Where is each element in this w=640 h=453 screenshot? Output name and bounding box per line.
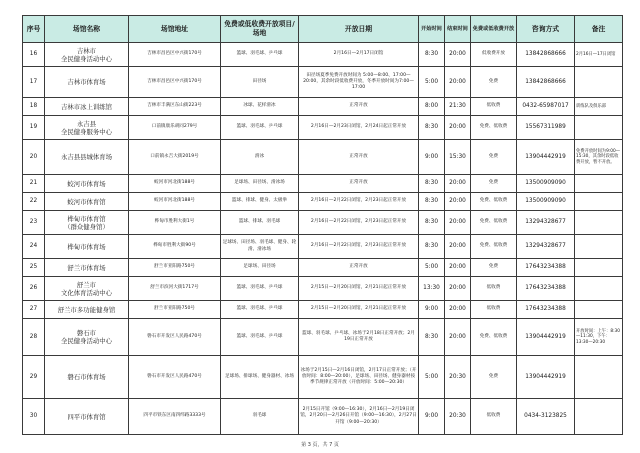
row-no: 18	[23, 98, 45, 116]
open-date: 2月16日—2月22日闭馆，2月23日起正常开放	[299, 211, 419, 235]
table-body	[23, 43, 623, 435]
row-no: 24	[23, 235, 45, 259]
venue-address: 舒兰市亚阳路750号	[129, 301, 221, 319]
table-row	[23, 319, 623, 356]
phone: 15567311989	[517, 116, 575, 140]
start-time: 8:30	[419, 193, 445, 211]
fee-type: 低收费	[471, 98, 517, 116]
end-time: 20:00	[445, 277, 471, 301]
venue-items: 羽毛球	[221, 399, 299, 435]
phone: 13904442919	[517, 356, 575, 399]
venue-items: 足球场、田径场、羽毛球、健身、轮滑、滑冰场	[221, 235, 299, 259]
header-name: 场馆名称	[45, 16, 129, 43]
fee-type: 免费、低收费	[471, 193, 517, 211]
fee-type: 免费、低收费	[471, 235, 517, 259]
start-time: 8:30	[419, 211, 445, 235]
start-time: 5:00	[419, 356, 445, 399]
venue-items: 冰球、花样滑冰	[221, 98, 299, 116]
table-row	[23, 399, 623, 435]
table-row	[23, 43, 623, 67]
open-date: 篮球、羽毛球、乒乓球、冰场于2月18日正常开放；2月19日正常开放	[299, 319, 419, 356]
start-time: 13:30	[419, 277, 445, 301]
start-time: 8:30	[419, 235, 445, 259]
note	[575, 67, 623, 98]
row-no: 17	[23, 67, 45, 98]
row-no: 25	[23, 259, 45, 277]
end-time: 20:00	[445, 193, 471, 211]
note	[575, 356, 623, 399]
phone: 13500909090	[517, 175, 575, 193]
venue-address: 吉林市丰满区东山街223号	[129, 98, 221, 116]
row-no: 28	[23, 319, 45, 356]
phone: 17643234388	[517, 259, 575, 277]
fee-type: 低收费开放	[471, 43, 517, 67]
venue-address: 口前镇永吉大街2019号	[129, 140, 221, 175]
header-no: 序号	[23, 16, 45, 43]
note	[575, 175, 623, 193]
venue-address: 蛟河市河北街188号	[129, 193, 221, 211]
open-date: 2月16日—2月17日闭馆	[299, 43, 419, 67]
note	[575, 259, 623, 277]
venue-name: 舒兰市 文化体育活动中心	[45, 277, 129, 301]
start-time: 9:00	[419, 399, 445, 435]
table-row	[23, 193, 623, 211]
row-no: 16	[23, 43, 45, 67]
fee-type: 免费	[471, 67, 517, 98]
start-time: 8:30	[419, 116, 445, 140]
start-time: 9:00	[419, 301, 445, 319]
venue-address: 四平市铁东区南四纬路3333号	[129, 399, 221, 435]
phone: 13294328677	[517, 211, 575, 235]
venue-items: 篮球、羽毛球、乒乓球	[221, 319, 299, 356]
venue-name: 吉林市 全民健身活动中心	[45, 43, 129, 67]
open-date: 正常开放	[299, 259, 419, 277]
fee-type: 低收费	[471, 277, 517, 301]
start-time: 9:00	[419, 140, 445, 175]
end-time: 20:00	[445, 259, 471, 277]
open-date: 冰场于2月15日—2月16日闭馆，2月17日正常开放；（开放时间：8:00—20:00），足球场、田径场、健身器材按季节规律正常开放（开放时间：5:00—20:30）	[299, 356, 419, 399]
table-row	[23, 277, 623, 301]
fee-type: 免费	[471, 259, 517, 277]
venue-address: 磐石市开发区人民路470号	[129, 356, 221, 399]
fee-type: 免费、低收费	[471, 319, 517, 356]
phone: 17643234388	[517, 301, 575, 319]
venue-address: 吉林市昌邑区中兴街170号	[129, 43, 221, 67]
fee-type: 低收费	[471, 399, 517, 435]
venue-name: 磐石市体育场	[45, 356, 129, 399]
header-address: 场馆地址	[129, 16, 221, 43]
end-time: 20:00	[445, 319, 471, 356]
header-end-time: 结束时间	[445, 16, 471, 43]
table-row	[23, 140, 623, 175]
open-date: 2月15日—2月20日闭馆，2月21日起正常开放	[299, 301, 419, 319]
venue-items: 篮球、羽毛球、乒乓球	[221, 277, 299, 301]
header-start-time: 开始时间	[419, 16, 445, 43]
venue-address: 舒兰市亚阳路750号	[129, 259, 221, 277]
row-no: 20	[23, 140, 45, 175]
end-time: 20:00	[445, 43, 471, 67]
fee-type: 免费、低收费	[471, 116, 517, 140]
note: 免费开放时间为9:00—15:30，其余时段低收费开放，暂不开放。	[575, 140, 623, 175]
table-row	[23, 211, 623, 235]
table-row	[23, 259, 623, 277]
start-time: 5:00	[419, 259, 445, 277]
open-date: 正常开放	[299, 175, 419, 193]
venue-items: 足球场、田径场	[221, 259, 299, 277]
row-no: 27	[23, 301, 45, 319]
phone: 13294328677	[517, 235, 575, 259]
note: 开放时间：上午：8:30—11:30，下午：13:30—20:30	[575, 319, 623, 356]
venue-address: 桦甸市胜利大街1号	[129, 211, 221, 235]
venue-name: 蛟河市体育馆	[45, 193, 129, 211]
start-time: 8:00	[419, 98, 445, 116]
page-footer: 第 3 页，共 7 页	[301, 442, 339, 448]
venue-address: 口前镇康乐胡同279号	[129, 116, 221, 140]
note	[575, 193, 623, 211]
venue-name: 永吉县 全民健身服务中心	[45, 116, 129, 140]
row-no: 23	[23, 211, 45, 235]
note	[575, 116, 623, 140]
venue-items: 田径场	[221, 67, 299, 98]
header-phone: 咨询方式	[517, 16, 575, 43]
phone: 13904442919	[517, 319, 575, 356]
end-time: 20:00	[445, 67, 471, 98]
phone: 0432-65987017	[517, 98, 575, 116]
venue-items: 足球场、田径场、滑冰场	[221, 175, 299, 193]
phone: 13904442919	[517, 140, 575, 175]
venue-items: 足球场、排球场、健身器材、冰场	[221, 356, 299, 399]
open-date: 2月15日开馆（9:00—16:30），2月16日—2月19日闭馆，2月20日—2月26日开馆（9:00—16:30），2月27日开馆（9:00—20:30）	[299, 399, 419, 435]
phone: 13842868666	[517, 67, 575, 98]
venue-name: 四平市体育馆	[45, 399, 129, 435]
fee-type: 免费	[471, 140, 517, 175]
venue-address: 舒兰市滨河大街1717号	[129, 277, 221, 301]
open-date: 正常开放	[299, 140, 419, 175]
phone: 13842868666	[517, 43, 575, 67]
fee-type: 低收费	[471, 301, 517, 319]
table-row	[23, 98, 623, 116]
end-time: 20:30	[445, 356, 471, 399]
venue-items: 滑冰	[221, 140, 299, 175]
note: 2月16日—17日闭馆	[575, 43, 623, 67]
venue-name: 磐石市 全民健身活动中心	[45, 319, 129, 356]
start-time: 5:00	[419, 67, 445, 98]
venue-name: 舒兰市体育场	[45, 259, 129, 277]
row-no: 29	[23, 356, 45, 399]
row-no: 30	[23, 399, 45, 435]
end-time: 20:00	[445, 116, 471, 140]
end-time: 20:00	[445, 175, 471, 193]
table-row	[23, 67, 623, 98]
header-row	[23, 16, 623, 43]
table-row	[23, 356, 623, 399]
table-row	[23, 116, 623, 140]
venue-items: 篮球、排球、羽毛球	[221, 211, 299, 235]
end-time: 15:30	[445, 140, 471, 175]
open-date: 正常开放	[299, 98, 419, 116]
open-date: 2月15日—2月20日闭馆，2月21日起正常开放	[299, 277, 419, 301]
end-time: 20:30	[445, 399, 471, 435]
note: 训练队及俱乐部	[575, 98, 623, 116]
note	[575, 211, 623, 235]
start-time: 8:30	[419, 175, 445, 193]
venue-table-sheet	[22, 15, 622, 435]
header-fee: 免费或低收费开放	[471, 16, 517, 43]
end-time: 20:00	[445, 211, 471, 235]
end-time: 21:30	[445, 98, 471, 116]
venue-name: 吉林市冰上训练馆	[45, 98, 129, 116]
phone: 0434-3123825	[517, 399, 575, 435]
venue-items: 篮球、羽毛球、乒乓球	[221, 43, 299, 67]
end-time: 20:00	[445, 235, 471, 259]
open-date: 田径场夏季免费开放时间为 5:00—8:00、17:00—20:00，其余时段低收费开放，冬季开放时间为7:00—17:00	[299, 67, 419, 98]
start-time: 8:30	[419, 43, 445, 67]
fee-type: 免费	[471, 175, 517, 193]
venue-address: 桦甸市胜利大街90号	[129, 235, 221, 259]
end-time: 20:00	[445, 301, 471, 319]
note	[575, 277, 623, 301]
venue-name: 永吉县县城体育场	[45, 140, 129, 175]
venue-name: 桦甸市体育场	[45, 235, 129, 259]
note	[575, 399, 623, 435]
venue-items: 篮球、排球、健身、太极拳	[221, 193, 299, 211]
header-note: 备注	[575, 16, 623, 43]
fee-type: 免费	[471, 356, 517, 399]
venue-name: 舒兰市多功能健身馆	[45, 301, 129, 319]
venue-address: 蛟河市河北街188号	[129, 175, 221, 193]
open-date: 2月16日—2月22日闭馆，2月23日起正常开放	[299, 193, 419, 211]
phone: 13500909090	[517, 193, 575, 211]
table-row	[23, 235, 623, 259]
venue-name: 吉林市体育场	[45, 67, 129, 98]
phone: 17643234388	[517, 277, 575, 301]
venue-table	[22, 15, 623, 435]
venue-items: 篮球、羽毛球、乒乓球	[221, 301, 299, 319]
venue-address: 吉林市昌邑区中兴街170号	[129, 67, 221, 98]
open-date: 2月16日—2月22日闭馆，2月23日起正常开放	[299, 235, 419, 259]
table-row	[23, 301, 623, 319]
venue-items: 篮球、羽毛球、乒乓球	[221, 116, 299, 140]
venue-name: 蛟河市体育场	[45, 175, 129, 193]
open-date: 2月16日—2月23日闭馆，2月24日起正常开放	[299, 116, 419, 140]
table-row	[23, 175, 623, 193]
note	[575, 301, 623, 319]
start-time: 8:30	[419, 319, 445, 356]
row-no: 21	[23, 175, 45, 193]
row-no: 19	[23, 116, 45, 140]
venue-address: 磐石市开发区人民路470号	[129, 319, 221, 356]
row-no: 22	[23, 193, 45, 211]
venue-name: 桦甸市体育馆 （群众健身馆）	[45, 211, 129, 235]
note	[575, 235, 623, 259]
header-items: 免费或低收费开放项目/场地	[221, 16, 299, 43]
fee-type: 免费、低收费	[471, 211, 517, 235]
header-open-date: 开放日期	[299, 16, 419, 43]
row-no: 26	[23, 277, 45, 301]
